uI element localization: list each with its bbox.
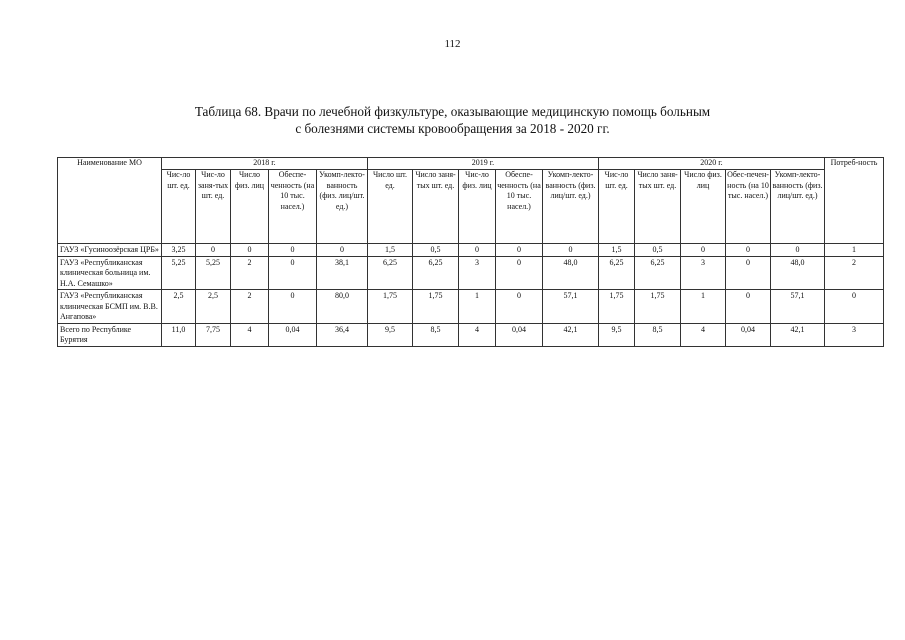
- subheader-cell: Обеспе-ченность (на 10 тыс. насел.): [496, 170, 543, 244]
- value-cell: 0: [496, 256, 543, 290]
- value-cell: 0: [269, 244, 317, 257]
- table-row: [58, 244, 884, 257]
- page-number: 112: [444, 38, 461, 50]
- value-cell: 0: [496, 244, 543, 257]
- year-header: 2020 г.: [599, 158, 825, 170]
- value-cell: 1,5: [599, 244, 635, 257]
- subheader-cell: Укомп-лекто-ванность (физ. лиц/шт. ед.): [543, 170, 599, 244]
- doctors-table: [57, 157, 884, 347]
- value-cell: 0: [543, 244, 599, 257]
- value-cell: 8,5: [635, 323, 681, 346]
- need-column-header: Потреб-ность: [825, 158, 884, 244]
- value-cell: 0: [196, 244, 231, 257]
- subheader-cell: Чис-ло физ. лиц: [459, 170, 496, 244]
- value-cell: 80,0: [317, 290, 368, 324]
- subheader-cell: Число шт. ед.: [368, 170, 413, 244]
- value-cell: 57,1: [771, 290, 825, 324]
- value-cell: 9,5: [599, 323, 635, 346]
- value-cell: 36,4: [317, 323, 368, 346]
- value-cell: 8,5: [413, 323, 459, 346]
- value-cell: 57,1: [543, 290, 599, 324]
- value-cell: 5,25: [196, 256, 231, 290]
- subheader-cell: Число физ. лиц: [231, 170, 269, 244]
- table-title: [100, 103, 805, 137]
- table-title-line-2: с болезнями системы кровообращения за 2018 - 2020 гг.: [295, 121, 610, 136]
- value-cell: 0: [269, 256, 317, 290]
- value-cell: 0: [269, 290, 317, 324]
- subheader-cell: Укомп-лекто-ванность (физ. лиц/шт. ед.): [771, 170, 825, 244]
- value-cell: 0,04: [496, 323, 543, 346]
- year-header: 2018 г.: [162, 158, 368, 170]
- table-row: [58, 290, 884, 324]
- value-cell: 0: [317, 244, 368, 257]
- value-cell: 1: [681, 290, 726, 324]
- value-cell: 0: [459, 244, 496, 257]
- organization-name-cell: ГАУЗ «Республиканская клиническая больница им. Н.А. Семашко»: [58, 256, 162, 290]
- value-cell: 4: [231, 323, 269, 346]
- value-cell: 6,25: [413, 256, 459, 290]
- value-cell: 7,75: [196, 323, 231, 346]
- value-cell: 42,1: [771, 323, 825, 346]
- value-cell: 0: [726, 290, 771, 324]
- subheader-cell: Число заня-тых шт. ед.: [635, 170, 681, 244]
- value-cell: 3: [459, 256, 496, 290]
- value-cell: 0: [771, 244, 825, 257]
- subheader-cell: Чис-ло заня-тых шт. ед.: [196, 170, 231, 244]
- subheader-row: [58, 170, 884, 244]
- subheader-cell: Чис-ло шт. ед.: [599, 170, 635, 244]
- value-cell: 0,04: [726, 323, 771, 346]
- organization-name-cell: ГАУЗ «Гусиноозёрская ЦРБ»: [58, 244, 162, 257]
- value-cell: 0: [681, 244, 726, 257]
- value-cell: 6,25: [599, 256, 635, 290]
- value-cell: 2: [825, 256, 884, 290]
- value-cell: 1,75: [368, 290, 413, 324]
- value-cell: 3: [681, 256, 726, 290]
- table-row: [58, 256, 884, 290]
- value-cell: 11,0: [162, 323, 196, 346]
- value-cell: 5,25: [162, 256, 196, 290]
- value-cell: 3: [825, 323, 884, 346]
- value-cell: 2: [231, 290, 269, 324]
- value-cell: 1,75: [635, 290, 681, 324]
- value-cell: 1,75: [599, 290, 635, 324]
- subheader-cell: Обеспе-ченность (на 10 тыс. насел.): [269, 170, 317, 244]
- value-cell: 2,5: [162, 290, 196, 324]
- value-cell: 0,5: [413, 244, 459, 257]
- value-cell: 9,5: [368, 323, 413, 346]
- value-cell: 0: [496, 290, 543, 324]
- value-cell: 1: [459, 290, 496, 324]
- subheader-cell: Чис-ло шт. ед.: [162, 170, 196, 244]
- value-cell: 6,25: [635, 256, 681, 290]
- value-cell: 0: [231, 244, 269, 257]
- value-cell: 0,04: [269, 323, 317, 346]
- year-header-row: [58, 158, 884, 170]
- value-cell: 1,75: [413, 290, 459, 324]
- value-cell: 1,5: [368, 244, 413, 257]
- subheader-cell: Укомп-лекто-ванность (физ. лиц/шт. ед.): [317, 170, 368, 244]
- subheader-cell: Обес-печен-ность (на 10 тыс. насел.): [726, 170, 771, 244]
- value-cell: 48,0: [543, 256, 599, 290]
- value-cell: 6,25: [368, 256, 413, 290]
- value-cell: 4: [459, 323, 496, 346]
- value-cell: 1: [825, 244, 884, 257]
- total-label-cell: Всего по Республике Бурятия: [58, 323, 162, 346]
- value-cell: 48,0: [771, 256, 825, 290]
- value-cell: 42,1: [543, 323, 599, 346]
- table-row-total: [58, 323, 884, 346]
- value-cell: 38,1: [317, 256, 368, 290]
- value-cell: 2,5: [196, 290, 231, 324]
- value-cell: 0,5: [635, 244, 681, 257]
- value-cell: 0: [726, 244, 771, 257]
- value-cell: 0: [825, 290, 884, 324]
- value-cell: 3,25: [162, 244, 196, 257]
- value-cell: 2: [231, 256, 269, 290]
- subheader-cell: Число физ. лиц: [681, 170, 726, 244]
- organization-name-cell: ГАУЗ «Республиканская клиническая БСМП им. В.В. Ангапова»: [58, 290, 162, 324]
- subheader-cell: Число заня-тых шт. ед.: [413, 170, 459, 244]
- table-title-line-1: Таблица 68. Врачи по лечебной физкультуре, оказывающие медицинскую помощь больным: [194, 104, 711, 119]
- value-cell: 4: [681, 323, 726, 346]
- name-column-header: Наименование МО: [58, 158, 162, 244]
- year-header: 2019 г.: [368, 158, 599, 170]
- value-cell: 0: [726, 256, 771, 290]
